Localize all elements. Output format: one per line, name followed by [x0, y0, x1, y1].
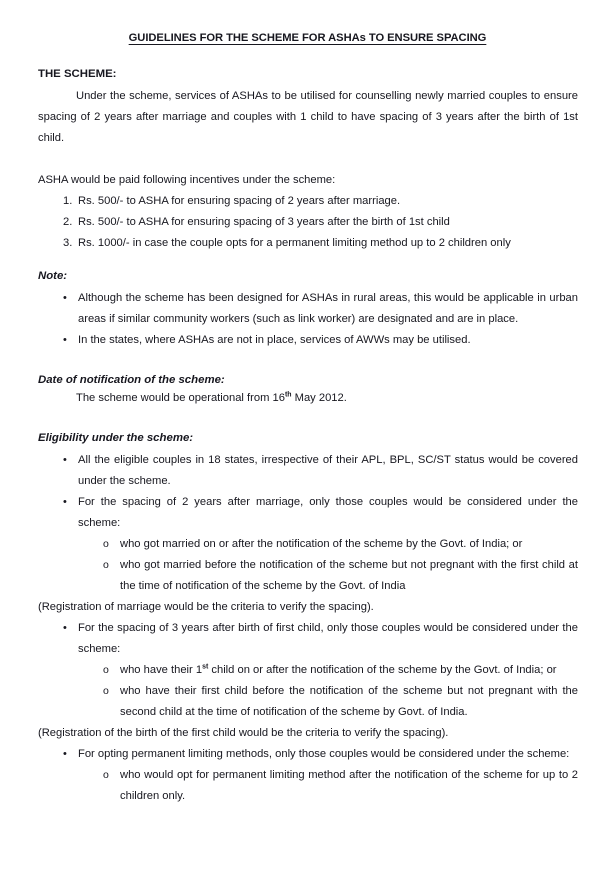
notification-date-suffix: May 2012.: [291, 392, 347, 404]
list-item: [38, 450, 578, 492]
list-item-text: [120, 664, 557, 676]
spacer: [38, 409, 578, 430]
list-item-text: Rs. 1000/- in case the couple opts for a permanent limiting method up to 2 children only: [78, 237, 511, 249]
list-item: [82, 765, 578, 807]
list-item-text: In the states, where ASHAs are not in place, services of AWWs may be utilised.: [78, 334, 471, 346]
spacer: [38, 149, 578, 170]
list-item-text: who have their first child before the notification of the scheme but not pregnant with the second child at the time of notification of the scheme by Govt. of India.: [120, 685, 578, 718]
bullet-icon: •: [63, 622, 67, 634]
list-item-text: For the spacing of 2 years after marriage, only those couples would be considered under the scheme:: [78, 496, 578, 529]
spacer: [38, 254, 578, 268]
ordinal-superscript: st: [202, 663, 209, 671]
list-item-text: Although the scheme has been designed for ASHAs in rural areas, this would be applicable in urban areas if similar community workers (such as link worker) are designated and are in place.: [78, 292, 578, 325]
eligibility-list-c: [38, 744, 578, 765]
section-heading-note: Note:: [38, 270, 68, 282]
list-marker: 2.: [63, 216, 73, 228]
registration-note-first-child: (Registration of the birth of the first child would be the criteria to verify the spacing).: [38, 727, 449, 739]
list-item: [38, 191, 578, 212]
incentives-list: [38, 191, 578, 254]
circle-bullet-icon: o: [103, 769, 109, 781]
list-item: [82, 555, 578, 597]
list-item: [38, 744, 578, 765]
ordinal-superscript: th: [284, 391, 292, 399]
incentives-lead-in: ASHA would be paid following incentives under the scheme:: [38, 174, 336, 186]
notification-date-prefix: The scheme would be operational from 16: [76, 392, 285, 404]
list-marker: 3.: [63, 237, 73, 249]
eligibility-sublist-2: [38, 534, 578, 597]
spacer: [38, 45, 578, 66]
list-item-text: who would opt for permanent limiting method after the notification of the scheme for up to 2 children only.: [120, 769, 578, 802]
eligibility-list-b: [38, 618, 578, 660]
list-item-text: who got married on or after the notification of the scheme by the Govt. of India; or: [120, 538, 523, 550]
list-item-text: All the eligible couples in 18 states, irrespective of their APL, BPL, SC/ST status would be covered under the scheme.: [78, 454, 578, 487]
list-item-text: who got married before the notification of the scheme but not pregnant with the first child at the time of notification of the scheme by the Govt. of India: [120, 559, 578, 592]
list-item: [38, 233, 578, 254]
page-title: GUIDELINES FOR THE SCHEME FOR ASHAs TO ENSURE SPACING: [128, 32, 487, 44]
bullet-icon: •: [63, 748, 67, 760]
registration-note-marriage: (Registration of marriage would be the criteria to verify the spacing).: [38, 601, 374, 613]
list-item: [82, 534, 578, 555]
sub-item-suffix: child on or after the notification of the scheme by the Govt. of India; or: [208, 664, 557, 676]
list-item: [38, 492, 578, 534]
circle-bullet-icon: o: [103, 559, 109, 571]
note-list: [38, 288, 578, 351]
circle-bullet-icon: o: [103, 664, 109, 676]
list-marker: 1.: [63, 195, 73, 207]
list-item-text: For the spacing of 3 years after birth of first child, only those couples would be considered under the scheme:: [78, 622, 578, 655]
bullet-icon: •: [63, 292, 67, 304]
document-page: [0, 31, 615, 884]
scheme-paragraph: Under the scheme, services of ASHAs to be utilised for counselling newly married couples to ensure spacing of 2 years after marriage and couples with 1 child to have spacing of 3 years after the birth of 1st child.: [38, 90, 578, 144]
list-item: [82, 681, 578, 723]
spacer: [38, 351, 578, 372]
list-item-text: For opting permanent limiting methods, only those couples would be considered under the scheme:: [78, 748, 570, 760]
circle-bullet-icon: o: [103, 685, 109, 697]
list-item-text: Rs. 500/- to ASHA for ensuring spacing of 3 years after the birth of 1st child: [78, 216, 450, 228]
circle-bullet-icon: o: [103, 538, 109, 550]
section-heading-eligibility: Eligibility under the scheme:: [38, 432, 194, 444]
document-body: [0, 45, 615, 807]
list-item: [38, 288, 578, 330]
section-heading-the-scheme: THE SCHEME:: [38, 68, 117, 80]
list-item: [38, 330, 578, 351]
eligibility-sublist-3: [38, 660, 578, 723]
list-item: [82, 660, 578, 681]
eligibility-list-a: [38, 450, 578, 534]
list-item-text: Rs. 500/- to ASHA for ensuring spacing of 2 years after marriage.: [78, 195, 401, 207]
list-item: [38, 618, 578, 660]
sub-item-prefix: who have their 1: [120, 664, 203, 676]
bullet-icon: •: [63, 454, 67, 466]
notification-date-text: [38, 388, 578, 409]
list-item: [38, 212, 578, 233]
section-heading-notification-date: Date of notification of the scheme:: [38, 374, 225, 386]
bullet-icon: •: [63, 334, 67, 346]
bullet-icon: •: [63, 496, 67, 508]
eligibility-sublist-4: [38, 765, 578, 807]
